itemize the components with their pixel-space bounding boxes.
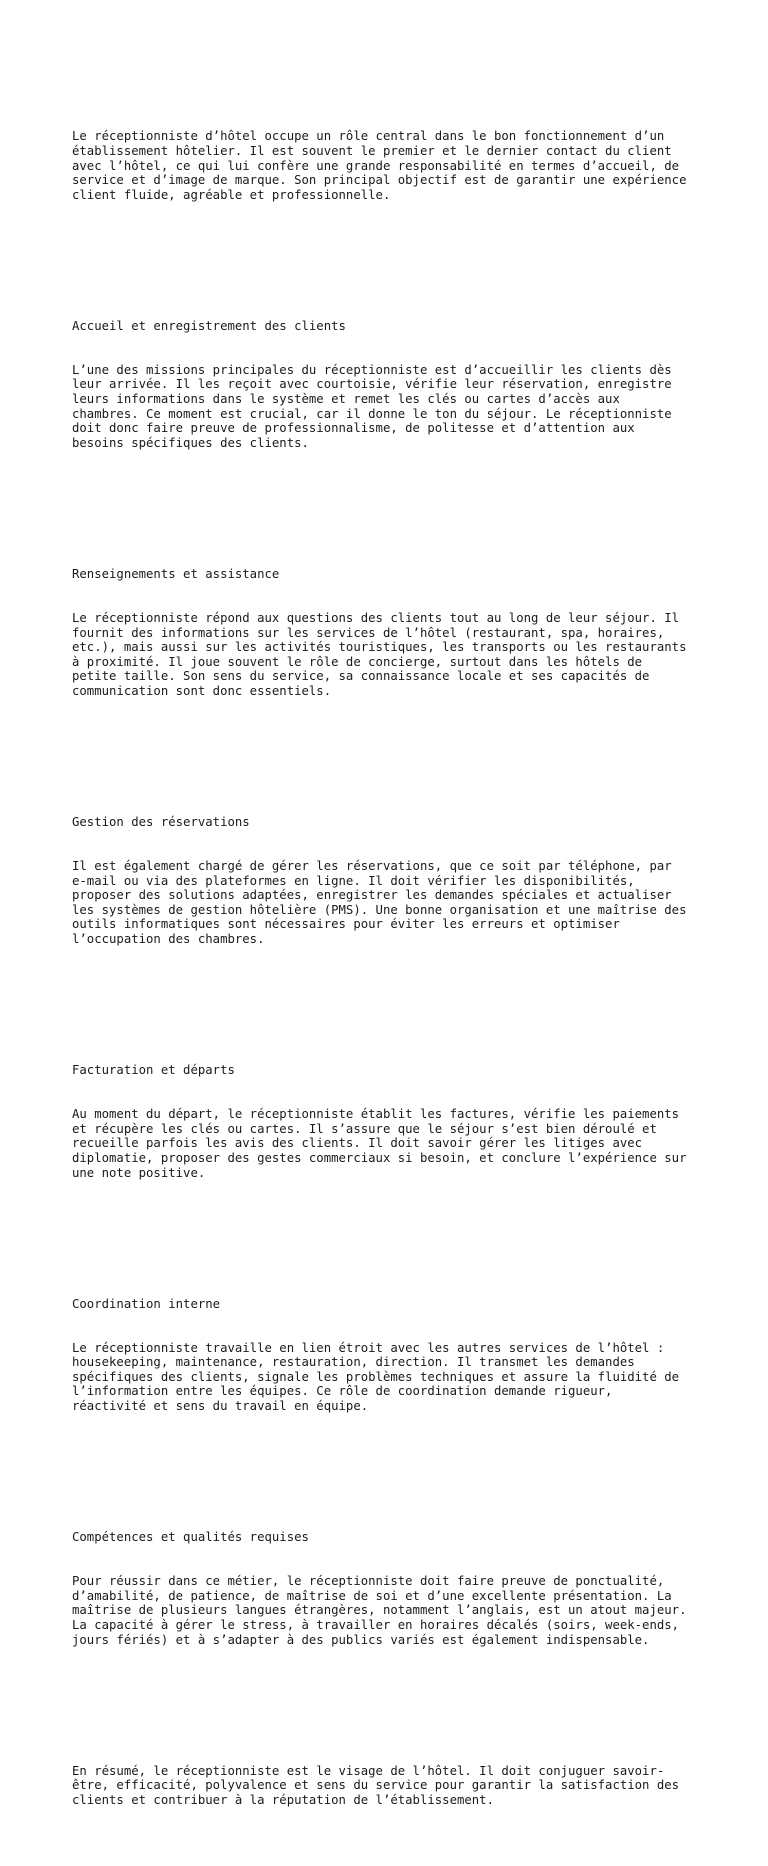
section-heading: Facturation et départs	[72, 1063, 235, 1078]
section-heading: Accueil et enregistrement des clients	[72, 319, 346, 334]
conclusion-paragraph	[72, 1735, 702, 1837]
section-competences	[72, 1501, 702, 1676]
section-heading: Renseignements et assistance	[72, 567, 280, 582]
section-body: Il est également chargé de gérer les réservations, que ce soit par téléphone, par e-mail ou via des plateformes en ligne. Il doit vérifier les disponibilités, proposer des solutions adaptées, enregistrer les demandes spéciales et actualiser les systèmes de gestion hôtelière (PMS). Une bonne organisation et une maîtrise des outils informatiques sont nécessaires pour éviter les erreurs et optimiser l’occupation des chambres.	[72, 859, 687, 947]
section-reservations	[72, 786, 702, 976]
section-heading: Compétences et qualités requises	[72, 1530, 309, 1545]
section-heading: Gestion des réservations	[72, 815, 250, 830]
section-body: Le réceptionniste travaille en lien étroit avec les autres services de l’hôtel : housekeeping, maintenance, restauration, direction. Il transmet les demandes spécifiques des clients, signale les problèmes techniques et assure la fluidité de l’information entre les équipes. Ce rôle de coordination demande rigueur, réactivité et sens du travail en équipe.	[72, 1340, 680, 1414]
section-heading: Coordination interne	[72, 1296, 221, 1311]
conclusion-text: En résumé, le réceptionniste est le visage de l’hôtel. Il doit conjuguer savoir- être, efficacité, polyvalence et sens du service pour garantir la satisfaction des clients et contribuer à la réputation de l’établissement.	[72, 1763, 680, 1808]
document-body	[72, 71, 702, 1866]
intro-text: Le réceptionniste d’hôtel occupe un rôle central dans le bon fonctionnement d’un établissement hôtelier. Il est souvent le premier et le dernier contact du client avec l’hôtel, ce qui lui confère une grande responsabilité en termes d’accueil, de service et d’image de marque. Son principal objectif est de garantir une expérience client fluide, agréable et professionnelle.	[72, 129, 687, 202]
section-body: Au moment du départ, le réceptionniste établit les factures, vérifie les paiements et récupère les clés ou cartes. Il s’assure que le séjour s’est bien déroulé et recueille parfois les avis des clients. Il doit savoir gérer les litiges avec diplomatie, proposer des gestes commerciaux si besoin, et conclure l’expérience sur une note positive.	[72, 1107, 687, 1180]
section-facturation	[72, 1034, 702, 1209]
section-coordination	[72, 1268, 702, 1443]
section-body: Pour réussir dans ce métier, le réceptionniste doit faire preuve de ponctualité, d’amabilité, de patience, de maîtrise de soi et d’une excellente présentation. La maîtrise de plusieurs langues étrangères, notamment l’anglais, est un atout majeur. La capacité à gérer le stress, à travailler en horaires décalés (soirs, week-ends, jours fériés) et à s’adapter à des publics variés est également indispensable.	[72, 1574, 687, 1647]
section-body: L’une des missions principales du réceptionniste est d’accueillir les clients dès leur arrivée. Il les reçoit avec courtoisie, vérifie leur réservation, enregistre leurs informations dans le système et remet les clés ou cartes d’accès aux chambres. Ce moment est crucial, car il donne le ton du séjour. Le réceptionniste doit donc faire preuve de professionnalisme, de politesse et d’attention aux besoins spécifiques des clients.	[72, 362, 672, 450]
section-accueil	[72, 290, 702, 480]
intro-paragraph	[72, 100, 702, 231]
section-renseignements	[72, 538, 702, 728]
section-body: Le réceptionniste répond aux questions des clients tout au long de leur séjour. Il fournit des informations sur les services de l’hôtel (restaurant, spa, horaires, etc.), mais aussi sur les activités touristiques, les transports ou les restaurants à proximité. Il joue souvent le rôle de concierge, surtout dans les hôtels de petite taille. Son sens du service, sa connaissance locale et ses capacités de communication sont donc essentiels.	[72, 610, 687, 698]
